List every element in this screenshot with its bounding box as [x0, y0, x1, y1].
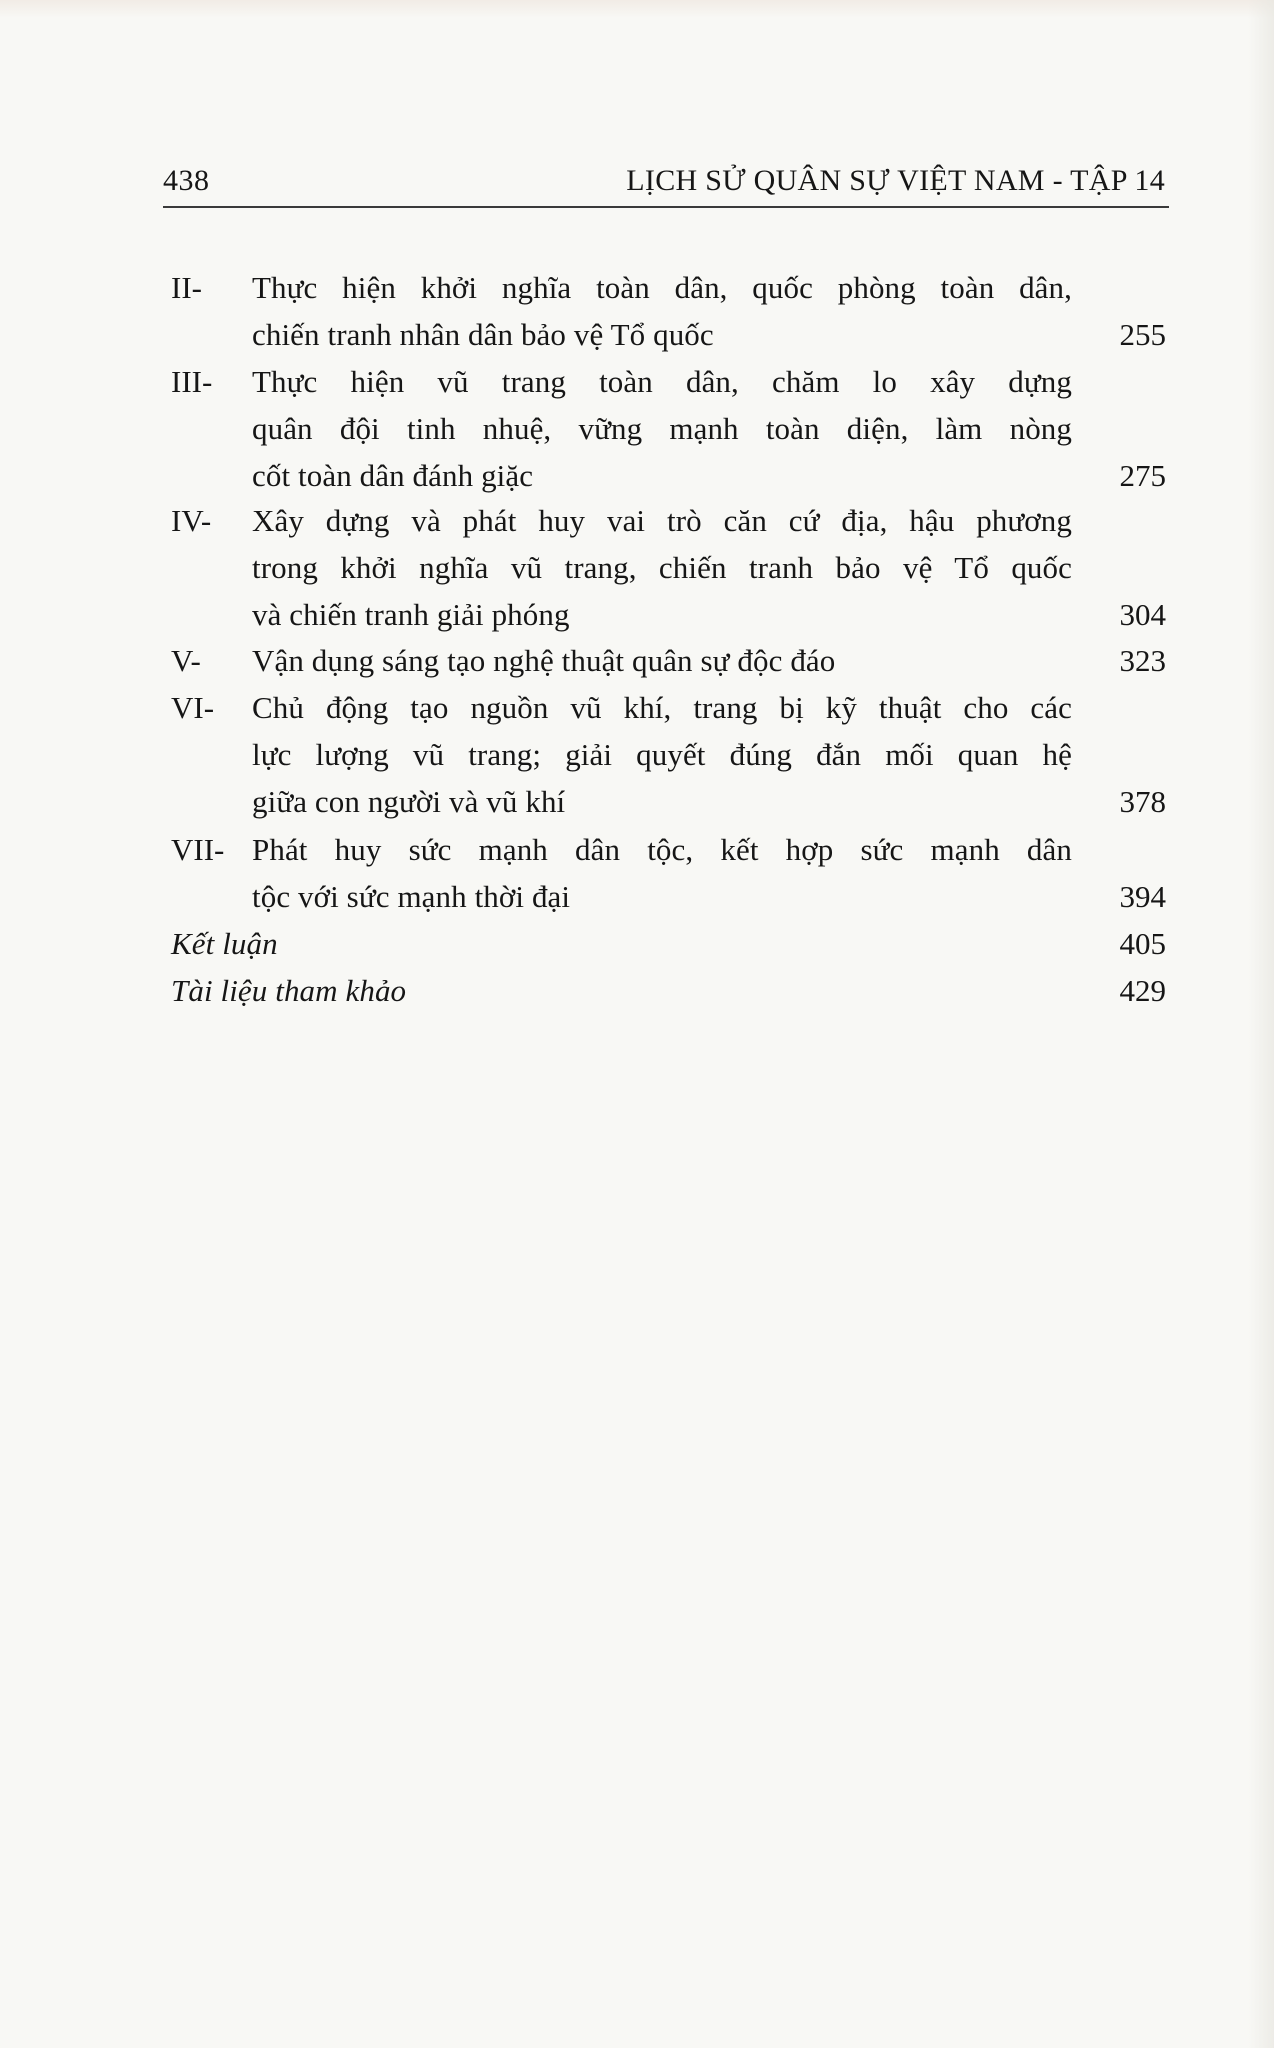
toc-page-reference: 255 — [1119, 317, 1166, 352]
toc-numeral: VII- — [171, 832, 225, 867]
toc-entry-line: trong khởi nghĩa vũ trang, chiến tranh bảo vệ Tổ quốc — [252, 550, 1072, 585]
toc-entry-title: Tài liệu tham khảo — [171, 973, 407, 1008]
scan-right-shadow — [1248, 0, 1274, 2048]
toc-entry-line: Thực hiện vũ trang toàn dân, chăm lo xây dựng — [252, 364, 1072, 399]
toc-entry-line: Phát huy sức mạnh dân tộc, kết hợp sức mạnh dân — [252, 832, 1072, 867]
toc-entry-line: giữa con người và vũ khí — [252, 784, 566, 819]
toc-entry-line: Xây dựng và phát huy vai trò căn cứ địa, hậu phương — [252, 503, 1072, 538]
toc-numeral: III- — [171, 364, 213, 399]
toc-entry-line: tộc với sức mạnh thời đại — [252, 879, 571, 914]
toc-numeral: II- — [171, 270, 202, 305]
toc-entry-line: Vận dụng sáng tạo nghệ thuật quân sự độc đáo — [252, 643, 836, 678]
toc-entry-line: lực lượng vũ trang; giải quyết đúng đắn mối quan hệ — [252, 737, 1072, 772]
toc-entry-line: quân đội tinh nhuệ, vững mạnh toàn diện, làm nòng — [252, 411, 1072, 446]
running-title: LỊCH SỬ QUÂN SỰ VIỆT NAM - TẬP 14 — [626, 164, 1165, 197]
toc-entry-line: cốt toàn dân đánh giặc — [252, 458, 534, 493]
toc-entry-line: Thực hiện khởi nghĩa toàn dân, quốc phòng toàn dân, — [252, 270, 1072, 305]
toc-entry-line: chiến tranh nhân dân bảo vệ Tổ quốc — [252, 317, 714, 352]
toc-entry-title: Kết luận — [171, 926, 278, 961]
toc-page-reference: 304 — [1119, 597, 1166, 632]
toc-entry-line: Chủ động tạo nguồn vũ khí, trang bị kỹ thuật cho các — [252, 690, 1072, 725]
toc-numeral: VI- — [171, 690, 215, 725]
toc-numeral: V- — [171, 643, 201, 678]
toc-entry-line: và chiến tranh giải phóng — [252, 597, 570, 632]
toc-page-reference: 378 — [1119, 784, 1166, 819]
table-of-contents — [171, 0, 1166, 1100]
toc-page-reference: 394 — [1119, 879, 1166, 914]
toc-page-reference: 429 — [1119, 973, 1166, 1008]
toc-numeral: IV- — [171, 503, 212, 538]
toc-page-reference: 275 — [1119, 458, 1166, 493]
toc-page-reference: 405 — [1119, 926, 1166, 961]
page-number: 438 — [163, 164, 210, 197]
toc-page-reference: 323 — [1119, 643, 1166, 678]
